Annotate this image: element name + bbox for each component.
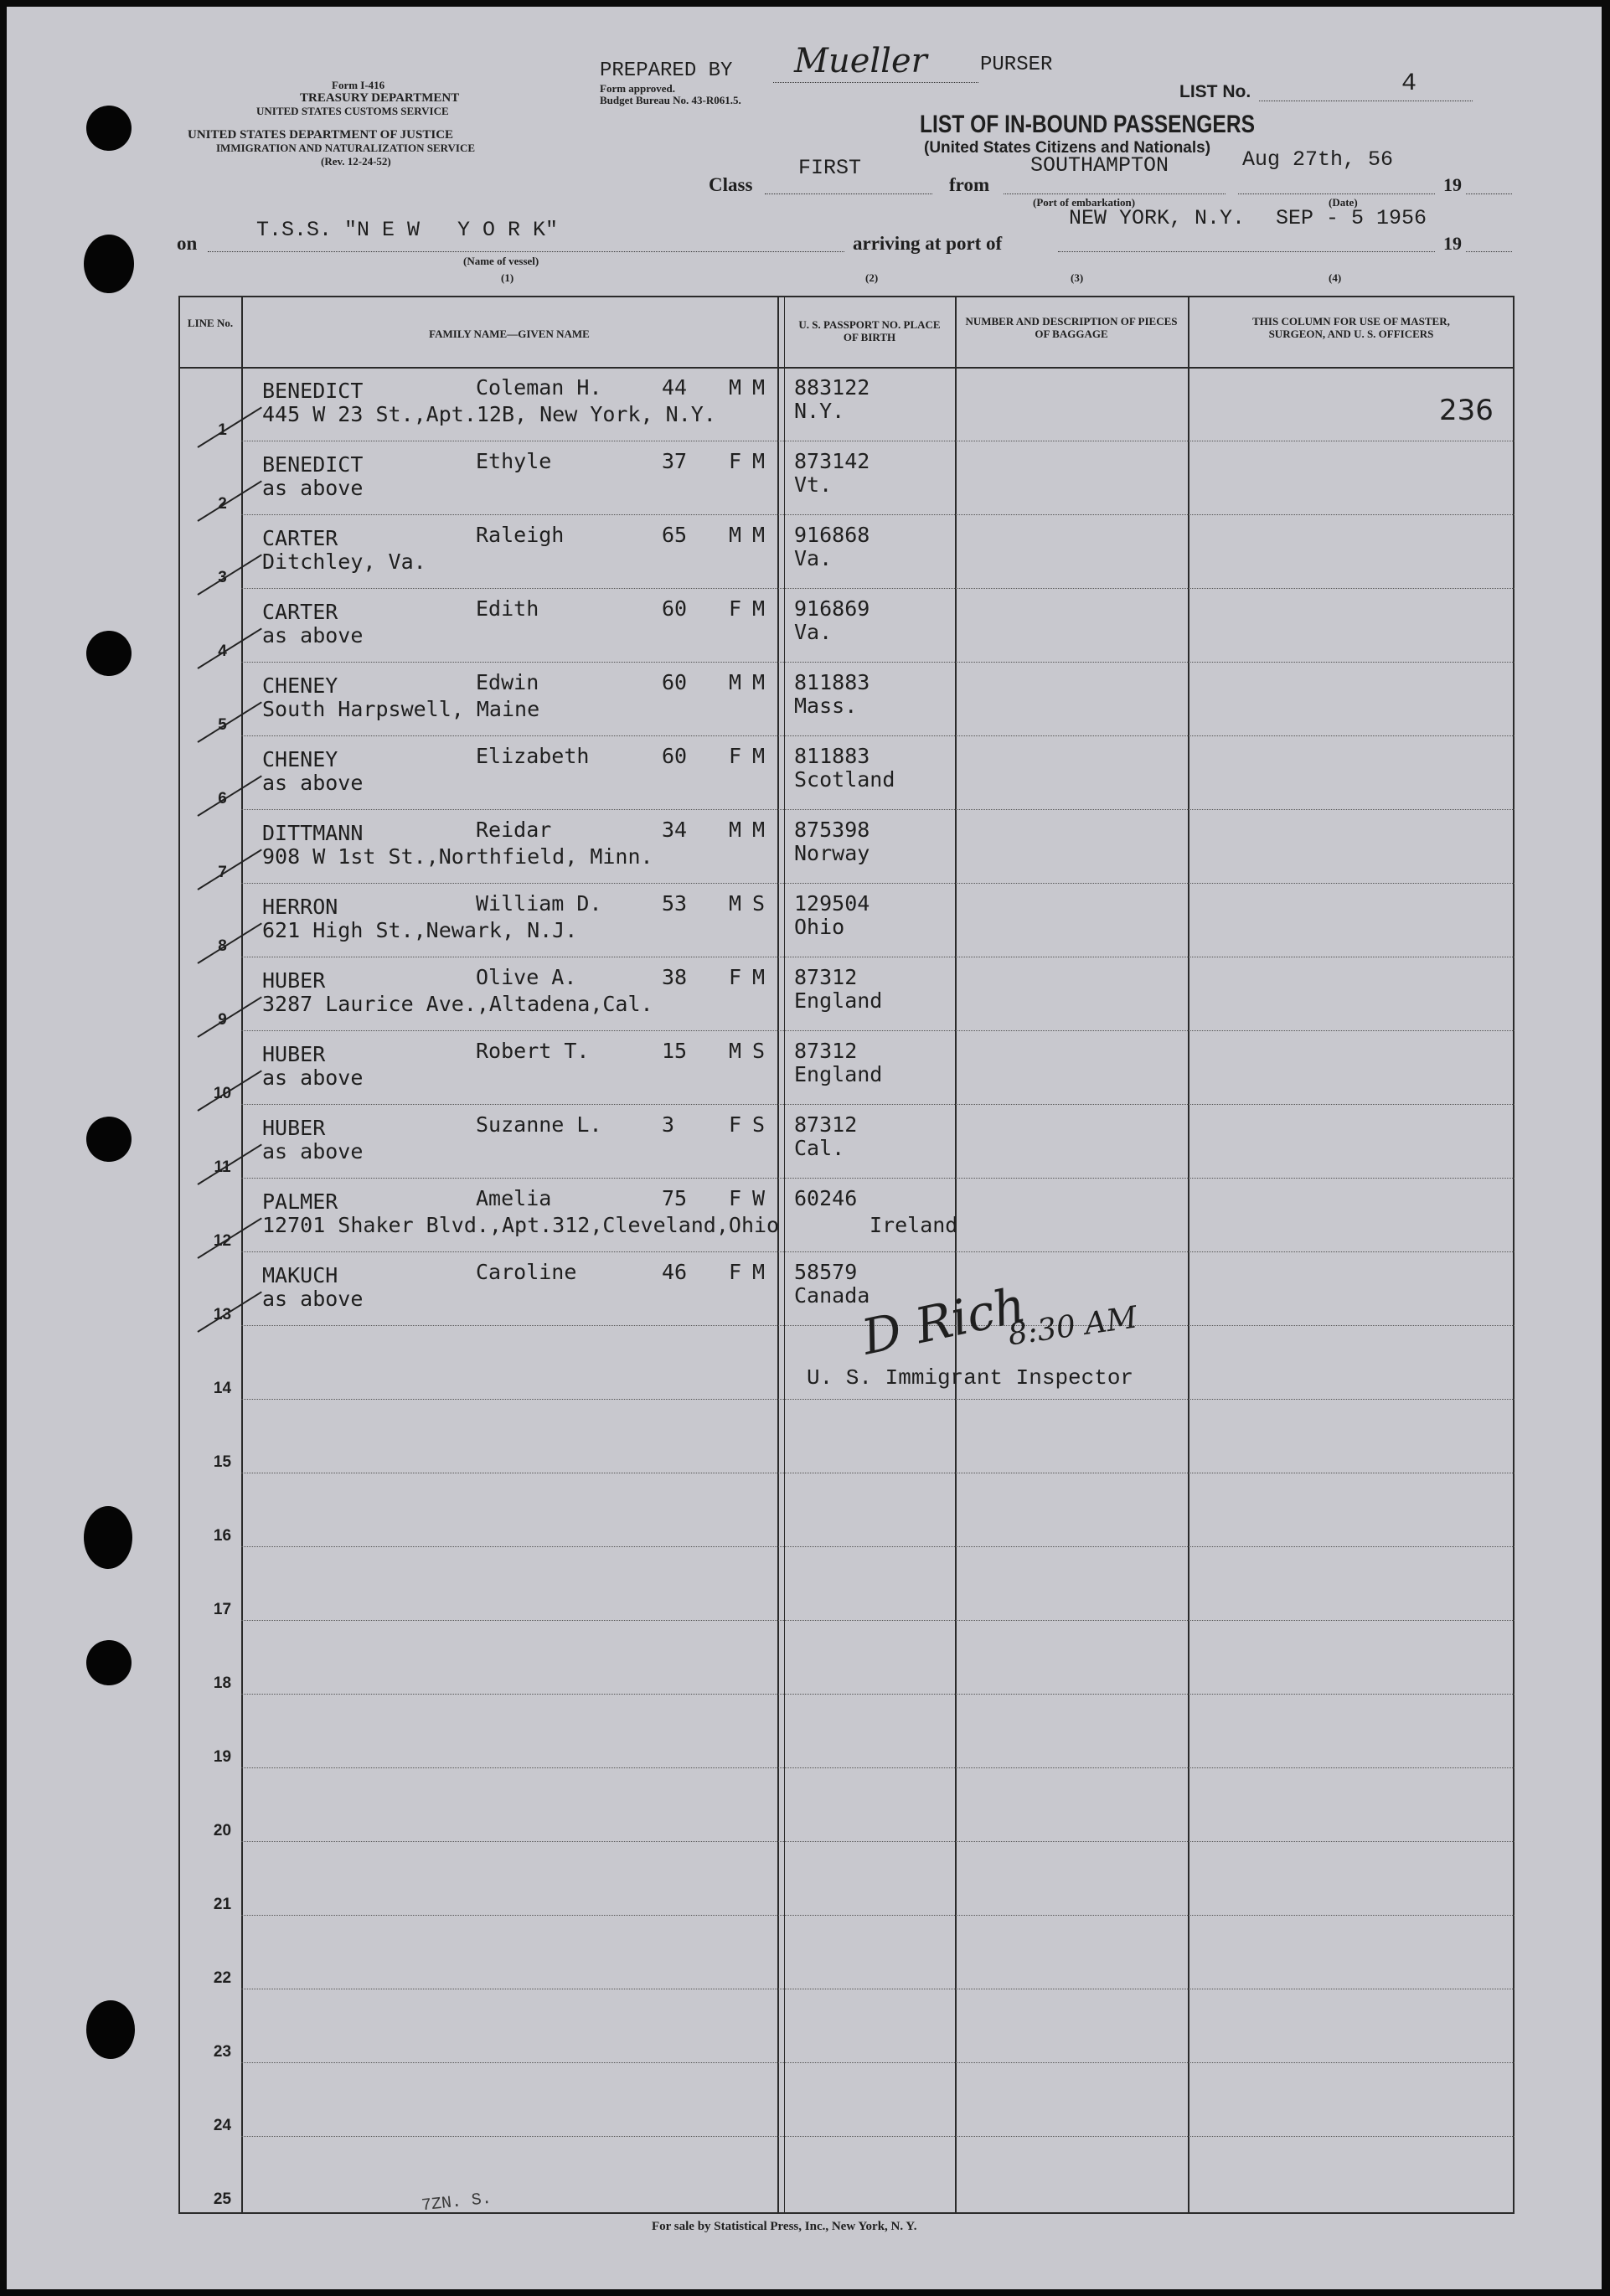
address: South Harpswell, Maine (262, 697, 540, 721)
given-name: Amelia (476, 1186, 552, 1210)
list-no-value: 4 (1401, 70, 1417, 98)
place-of-birth: Cal. (794, 1136, 845, 1160)
age: 53 (662, 891, 688, 916)
inspector-title: U. S. Immigrant Inspector (807, 1365, 1134, 1390)
row-separator (241, 662, 1515, 663)
line-number: 20 (213, 1822, 232, 1839)
sex: F (729, 449, 742, 473)
line-number: 14 (213, 1380, 232, 1397)
treasury-department: TREASURY DEPARTMENT (300, 91, 460, 105)
family-name: CHENEY (262, 747, 338, 771)
address: Ditchley, Va. (262, 549, 426, 574)
passport-number: 873142 (794, 449, 870, 473)
passport-number: 916868 (794, 523, 870, 547)
passport-number: 58579 (794, 1260, 858, 1284)
ins-label: IMMIGRATION AND NATURALIZATION SERVICE (216, 142, 476, 154)
row-separator (241, 1178, 1515, 1179)
marital-status: W (752, 1186, 766, 1210)
family-name: PALMER (262, 1189, 338, 1214)
prepared-by-label: PREPARED BY (600, 59, 733, 82)
address: as above (262, 771, 364, 795)
line-number: 23 (213, 2043, 232, 2061)
column-index-4: (4) (1329, 271, 1342, 284)
marital-status: S (752, 1039, 766, 1063)
address: as above (262, 476, 364, 500)
given-name: William D. (476, 891, 602, 916)
line-number: 3 (218, 569, 227, 586)
age: 38 (662, 965, 688, 989)
row-separator (241, 2062, 1515, 2063)
line-number: 11 (214, 1158, 231, 1176)
marital-status: S (752, 891, 766, 916)
address: 445 W 23 St.,Apt.12B, New York, N.Y. (262, 402, 716, 426)
year-prefix-1: 19 (1443, 174, 1462, 195)
family-name: DITTMANN (262, 821, 364, 845)
sex: M (729, 1039, 742, 1063)
arrival-port: NEW YORK, N.Y. (1069, 206, 1246, 230)
age: 60 (662, 596, 688, 621)
on-label: on (177, 233, 198, 254)
row-separator (241, 1694, 1515, 1695)
marital-status: M (752, 375, 766, 400)
passport-number: 87312 (794, 1112, 858, 1137)
family-name: HERRON (262, 895, 338, 919)
row-separator (241, 1399, 1515, 1400)
sex: F (729, 965, 742, 989)
age: 37 (662, 449, 688, 473)
age: 60 (662, 670, 688, 694)
place-of-birth: Vt. (794, 472, 833, 497)
place-of-birth: England (794, 988, 883, 1013)
column-index-3: (3) (1071, 271, 1084, 284)
row-separator (241, 883, 1515, 884)
line-number: 16 (213, 1527, 232, 1545)
line-number: 4 (218, 642, 227, 660)
departure-date: Aug 27th, 56 (1242, 147, 1394, 172)
sex: F (729, 1260, 742, 1284)
age: 75 (662, 1186, 688, 1210)
port-caption: (Port of embarkation) (1033, 196, 1136, 209)
row-separator (241, 1104, 1515, 1105)
arrival-date: SEP - 5 1956 (1276, 206, 1427, 230)
age: 44 (662, 375, 688, 400)
passport-number: 811883 (794, 670, 870, 694)
given-name: Edwin (476, 670, 539, 694)
sex: M (729, 818, 742, 842)
row-separator (241, 1030, 1515, 1031)
form-approved: Form approved. (600, 82, 676, 95)
address: 12701 Shaker Blvd.,Apt.312,Cleveland,Ohio (262, 1213, 780, 1237)
given-name: Caroline (476, 1260, 577, 1284)
line-number: 7 (218, 864, 227, 881)
line-number: 1 (218, 421, 227, 439)
family-name: HUBER (262, 968, 326, 993)
department-of-justice: UNITED STATES DEPARTMENT OF JUSTICE (188, 128, 454, 142)
purser-name-signature: Mueller (794, 42, 927, 80)
address: 621 High St.,Newark, N.J. (262, 918, 578, 942)
passport-number: 129504 (794, 891, 870, 916)
form-subtitle: (United States Citizens and Nationals) (924, 139, 1211, 157)
line-number: 15 (213, 1453, 232, 1471)
marital-status: M (752, 965, 766, 989)
row-separator (241, 735, 1515, 736)
place-of-birth: Va. (794, 546, 833, 570)
given-name: Edith (476, 596, 539, 621)
column-index-1: (1) (501, 271, 514, 284)
marital-status: M (752, 744, 766, 768)
family-name: CARTER (262, 526, 338, 550)
footer-printer: For sale by Statistical Press, Inc., New York, N. Y. (652, 2220, 917, 2233)
place-of-birth: N.Y. (794, 399, 845, 423)
family-name: HUBER (262, 1116, 326, 1140)
passport-number: 875398 (794, 818, 870, 842)
passport-number: 916869 (794, 596, 870, 621)
row-separator (241, 1767, 1515, 1768)
binder-hole (86, 1640, 132, 1685)
line-number: 2 (218, 495, 227, 513)
row-separator (241, 1620, 1515, 1621)
binder-hole (86, 2000, 135, 2059)
binder-hole (84, 235, 134, 293)
officer-note: 236 (1439, 394, 1494, 427)
sex: M (729, 375, 742, 400)
row-separator (241, 809, 1515, 810)
arriving-label: arriving at port of (853, 233, 1003, 254)
place-of-birth: England (794, 1062, 883, 1086)
address: as above (262, 1065, 364, 1090)
column-index-2: (2) (865, 271, 879, 284)
row-separator (241, 2136, 1515, 2137)
age: 65 (662, 523, 688, 547)
line-number: 13 (213, 1306, 232, 1323)
sex: F (729, 1186, 742, 1210)
given-name: Olive A. (476, 965, 577, 989)
age: 46 (662, 1260, 688, 1284)
vessel-name: T.S.S. "N E W Y O R K" (256, 218, 559, 242)
given-name: Coleman H. (476, 375, 602, 400)
sex: M (729, 523, 742, 547)
form-title: LIST OF IN-BOUND PASSENGERS (920, 111, 1256, 138)
address: as above (262, 1287, 364, 1311)
vessel-caption: (Name of vessel) (463, 255, 539, 267)
marital-status: M (752, 523, 766, 547)
passport-number: 883122 (794, 375, 870, 400)
year-prefix-2: 19 (1443, 233, 1462, 254)
line-number: 18 (213, 1674, 232, 1692)
age: 60 (662, 744, 688, 768)
from-value: SOUTHAMPTON (1030, 153, 1169, 178)
passport-number: 87312 (794, 965, 858, 989)
binder-hole (86, 631, 132, 676)
marital-status: M (752, 449, 766, 473)
passport-number: 87312 (794, 1039, 858, 1063)
sex: F (729, 596, 742, 621)
sex: F (729, 1112, 742, 1137)
family-name: BENEDICT (262, 452, 364, 477)
binder-hole (86, 106, 132, 151)
given-name: Reidar (476, 818, 552, 842)
row-separator (241, 1915, 1515, 1916)
line-number: 19 (213, 1748, 232, 1766)
row-separator (241, 1841, 1515, 1842)
purser-label: PURSER (980, 54, 1053, 76)
sex: M (729, 891, 742, 916)
marital-status: S (752, 1112, 766, 1137)
place-of-birth: Canada (794, 1283, 870, 1308)
form-number: Form I-416 (332, 79, 385, 91)
budget-bureau: Budget Bureau No. 43-R061.5. (600, 94, 741, 106)
marital-status: M (752, 1260, 766, 1284)
given-name: Raleigh (476, 523, 565, 547)
family-name: CHENEY (262, 673, 338, 698)
line-number: 5 (218, 716, 227, 734)
place-of-birth: Norway (794, 841, 870, 865)
row-separator (241, 1546, 1515, 1547)
given-name: Elizabeth (476, 744, 590, 768)
partial-stamp: 7ZN. S. (421, 2189, 493, 2216)
line-number: 25 (213, 2190, 232, 2208)
passport-number: 60246 (794, 1186, 858, 1210)
given-name: Robert T. (476, 1039, 590, 1063)
class-value: FIRST (798, 156, 862, 180)
line-number: 24 (213, 2117, 232, 2134)
address: as above (262, 1139, 364, 1163)
family-name: MAKUCH (262, 1263, 338, 1287)
line-number: 8 (218, 937, 227, 955)
row-separator (241, 588, 1515, 589)
header-baggage: NUMBER AND DESCRIPTION OF PIECES OF BAGGAGE (965, 315, 1178, 340)
marital-status: M (752, 818, 766, 842)
passport-number: 811883 (794, 744, 870, 768)
address: as above (262, 623, 364, 648)
class-label: Class (709, 174, 753, 195)
header-officers: THIS COLUMN FOR USE OF MASTER, SURGEON, AND U. S. OFFICERS (1252, 315, 1450, 340)
sex: F (729, 744, 742, 768)
row-separator (241, 514, 1515, 515)
line-number: 17 (213, 1601, 232, 1618)
place-of-birth: Mass. (794, 694, 858, 718)
inspector-signature: D Rich (857, 1276, 1030, 1366)
inspection-time: 8:30 AM (1005, 1300, 1140, 1353)
from-label: from (949, 174, 990, 195)
passenger-table (178, 296, 1515, 2214)
given-name: Ethyle (476, 449, 552, 473)
line-number: 22 (213, 1969, 232, 1987)
marital-status: M (752, 596, 766, 621)
line-number: 12 (213, 1232, 232, 1250)
line-number: 21 (213, 1896, 232, 1913)
list-no-label: LIST No. (1179, 82, 1251, 101)
marital-status: M (752, 670, 766, 694)
line-number: 6 (218, 790, 227, 807)
age: 3 (662, 1112, 675, 1137)
binder-hole (86, 1117, 132, 1162)
line-number: 10 (213, 1085, 232, 1102)
family-name: HUBER (262, 1042, 326, 1066)
customs-service: UNITED STATES CUSTOMS SERVICE (256, 105, 449, 117)
row-separator (241, 1251, 1515, 1252)
family-name: BENEDICT (262, 379, 364, 403)
header-name: FAMILY NAME—GIVEN NAME (429, 328, 590, 340)
address: 908 W 1st St.,Northfield, Minn. (262, 844, 653, 869)
date-caption: (Date) (1329, 196, 1358, 209)
revision: (Rev. 12-24-52) (321, 155, 391, 168)
address: 3287 Laurice Ave.,Altadena,Cal. (262, 992, 653, 1016)
header-passport: U. S. PASSPORT NO. PLACE OF BIRTH (798, 318, 941, 343)
place-of-birth: Scotland (794, 767, 895, 792)
sex: M (729, 670, 742, 694)
family-name: CARTER (262, 600, 338, 624)
age: 34 (662, 818, 688, 842)
place-of-birth: Ohio (794, 915, 845, 939)
binder-hole (84, 1506, 132, 1569)
place-of-birth: Ireland (870, 1213, 958, 1237)
manifest-page (7, 7, 1602, 2289)
line-number: 9 (218, 1011, 227, 1029)
header-line-no: LINE No. (187, 317, 234, 329)
age: 15 (662, 1039, 688, 1063)
given-name: Suzanne L. (476, 1112, 602, 1137)
place-of-birth: Va. (794, 620, 833, 644)
